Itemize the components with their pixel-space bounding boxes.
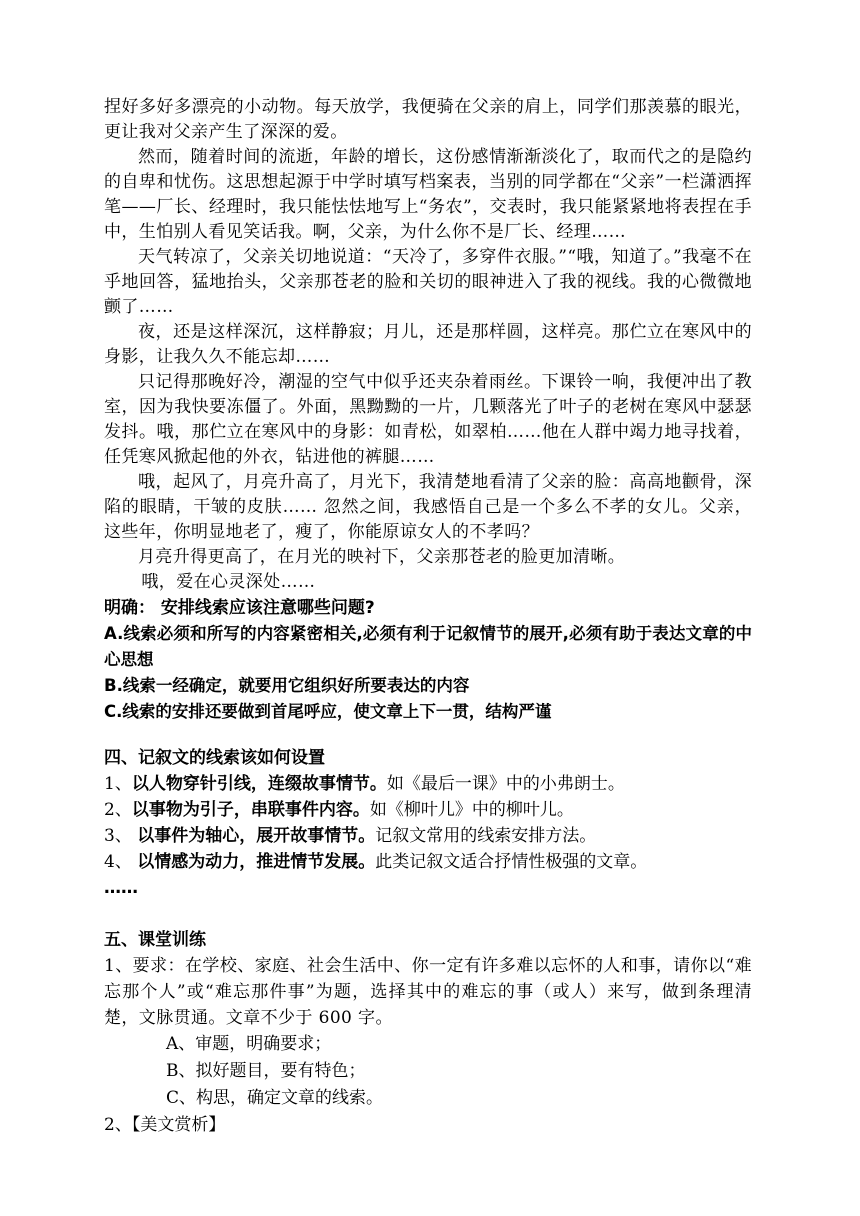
item-key-phrase: 以事物为引子，串联事件内容。 <box>131 800 370 820</box>
section-4-ellipsis: …… <box>104 878 138 898</box>
item-number: 1、 <box>104 774 132 794</box>
section-4-item-1 <box>104 771 752 797</box>
option-b: B、拟好题目，要有特色； <box>166 1061 366 1081</box>
story-paragraph-8: 哦，爱在心灵深处…… <box>141 572 316 592</box>
story-paragraph-1: 捏好多好多漂亮的小动物。每天放学，我便骑在父亲的肩上，同学们那羡慕的眼光，更让我对父亲产生了深深的爱。 <box>104 97 752 142</box>
option-c: C、构思，确定文章的线索。 <box>166 1088 384 1108</box>
section-4-item-3 <box>104 823 752 849</box>
section-5-title: 五、课堂训练 <box>104 930 206 950</box>
story-paragraph-7: 月亮升得更高了，在月光的映衬下，父亲那苍老的脸更加清晰。 <box>138 547 626 567</box>
clarify-point-b: B.线索一经确定，就要用它组织好所要表达的内容 <box>104 676 470 695</box>
item-key-phrase: 以人物穿针引线，连缀故事情节。 <box>131 774 387 794</box>
section-4-title: 四、记叙文的线索该如何设置 <box>104 748 325 768</box>
item-example: 此类记叙文适合抒情性极强的文章。 <box>375 852 648 872</box>
item-example: 如《柳叶儿》中的柳叶儿。 <box>369 800 574 820</box>
item-number: 3、 <box>104 826 138 846</box>
story-paragraph-4: 夜，还是这样深沉，这样静寂；月儿，还是那样圆，这样亮。那伫立在寒风中的身影，让我久久不能忘却…… <box>104 322 752 367</box>
section-5-item-2: 2、【美文赏析】 <box>104 1115 226 1135</box>
item-number: 2、 <box>104 800 132 820</box>
spacer <box>104 901 752 927</box>
section-5-requirement: 1、要求：在学校、家庭、社会生活中、你一定有许多难以忘怀的人和事，请你以“难忘那个人”或“难忘那件事”为题，选择其中的难忘的事（或人）来写，做到条理清楚，文脉贯通。文章不少于 600 字。 <box>104 956 752 1028</box>
item-example: 记叙文常用的线索安排方法。 <box>375 826 597 846</box>
item-example: 如《最后一课》中的小弗朗士。 <box>386 774 625 794</box>
section-4-item-4 <box>104 849 752 875</box>
story-paragraph-3: 天气转凉了，父亲关切地说道：“天冷了，多穿件衣服。”“哦，知道了。”我毫不在乎地回答，猛地抬头，父亲那苍老的脸和关切的眼神进入了我的视线。我的心微微地颤了…… <box>104 247 752 317</box>
clarify-point-c: C.线索的安排还要做到首尾呼应，使文章上下一贯，结构严谨 <box>104 702 552 721</box>
item-key-phrase: 以情感为动力，推进情节发展。 <box>137 852 376 872</box>
item-number: 4、 <box>104 852 138 872</box>
option-a: A、审题，明确要求； <box>166 1034 332 1054</box>
story-paragraph-6: 哦，起风了，月亮升高了，月光下，我清楚地看清了父亲的脸：高高地颧骨，深陷的眼睛，干皱的皮肤…… 忽然之间，我感悟自己是一个多么不孝的女儿。父亲，这些年，你明显地老了，瘦了，你能原谅女人的不孝吗？ <box>104 472 752 542</box>
clarify-point-a: A.线索必须和所写的内容紧密相关,必须有利于记叙情节的展开,必须有助于表达文章的中心思想 <box>104 624 752 669</box>
clarify-question: 明确： 安排线索应该注意哪些问题? <box>104 598 375 618</box>
item-key-phrase: 以事件为轴心，展开故事情节。 <box>137 826 376 846</box>
story-paragraph-5: 只记得那晚好冷，潮湿的空气中似乎还夹杂着雨丝。下课铃一响，我便冲出了教室，因为我快要冻僵了。外面，黑黝黝的一片，几颗落光了叶子的老树在寒风中瑟瑟发抖。哦，那伫立在寒风中的身影：如青松，如翠柏……他在人群中竭力地寻找着，任凭寒风掀起他的外衣，钻进他的裤腿…… <box>104 372 752 467</box>
spacer <box>104 725 752 745</box>
document-body <box>104 95 752 1138</box>
story-paragraph-2: 然而，随着时间的流逝，年龄的增长，这份感情渐渐淡化了，取而代之的是隐约的自卑和忧伤。这思想起源于中学时填写档案表，当别的同学都在“父亲”一栏潇洒挥笔——厂长、经理时，我只能怯怯地写上“务农”，交表时，我只能紧紧地将表捏在手中，生怕别人看见笑话我。啊，父亲，为什么你不是厂长、经理…… <box>104 147 752 242</box>
section-4-item-2 <box>104 797 752 823</box>
